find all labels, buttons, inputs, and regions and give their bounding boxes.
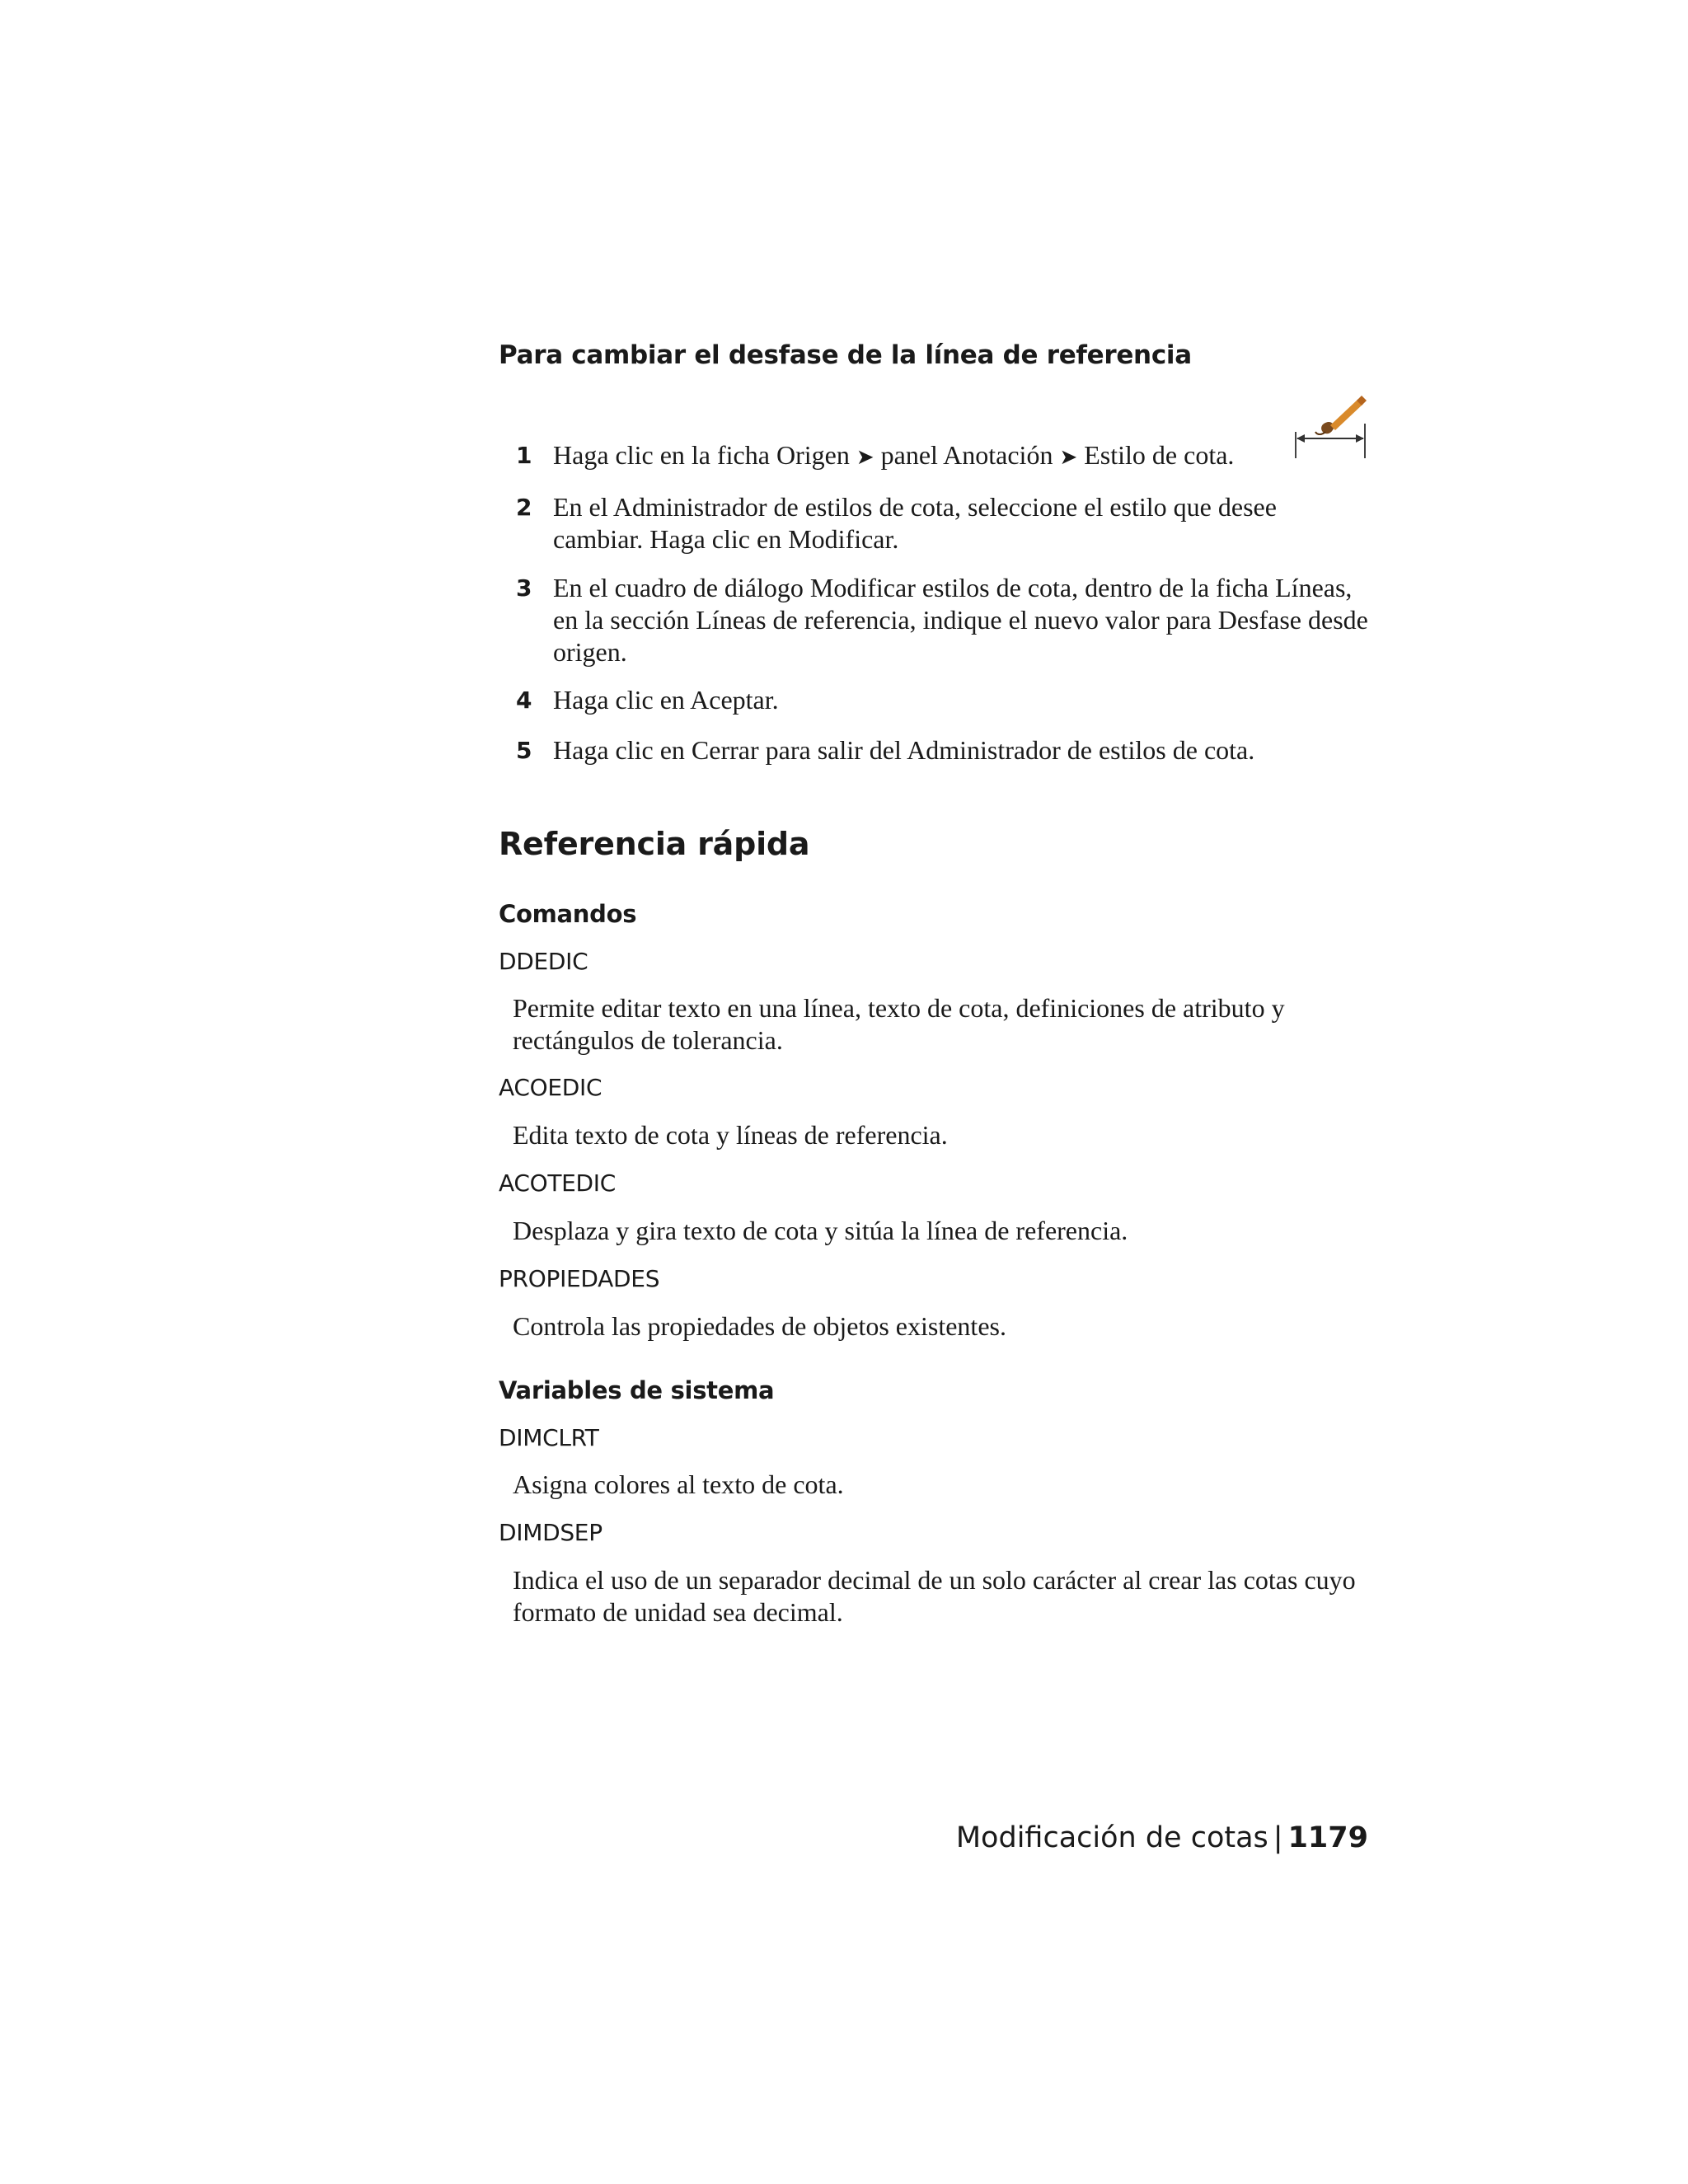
page-number: 1179 — [1287, 1821, 1368, 1854]
procedure-title: Para cambiar el desfase de la línea de referencia — [499, 340, 1192, 370]
step-text-part: panel Anotación — [880, 440, 1053, 470]
arrow-icon: ➤ — [1059, 445, 1078, 470]
step-number: 1 — [516, 442, 532, 469]
commands-heading: Comandos — [499, 900, 637, 928]
step-4 — [499, 684, 1372, 716]
step-text: En el Administrador de estilos de cota, seleccione el estilo que desee cambiar. Haga clic en Modificar. — [553, 492, 1277, 554]
dimension-style-icon — [1292, 396, 1368, 462]
command-name: ACOTEDIC — [499, 1169, 617, 1197]
variable-name: DIMCLRT — [499, 1424, 599, 1451]
variable-description: Indica el uso de un separador decimal de un solo carácter al crear las cotas cuyo formato de unidad sea decimal. — [513, 1565, 1356, 1627]
section-title: Referencia rápida — [499, 826, 810, 862]
command-description: Edita texto de cota y líneas de referencia. — [513, 1120, 948, 1150]
command-description: Desplaza y gira texto de cota y sitúa la línea de referencia. — [513, 1216, 1128, 1245]
command-name: DDEDIC — [499, 948, 588, 975]
command-description: Permite editar texto en una línea, texto de cota, definiciones de atributo y rectángulos de tolerancia. — [513, 993, 1285, 1055]
step-text: Haga clic en Aceptar. — [553, 685, 779, 715]
variable-description: Asigna colores al texto de cota. — [513, 1469, 844, 1499]
step-number: 3 — [516, 574, 532, 602]
page-footer — [907, 1821, 1368, 1854]
step-5 — [499, 734, 1372, 766]
command-name: PROPIEDADES — [499, 1265, 660, 1292]
step-text-part: Haga clic en la ficha Origen — [553, 440, 850, 470]
command-description: Controla las propiedades de objetos existentes. — [513, 1311, 1006, 1341]
footer-section-title: Modificación de cotas — [955, 1821, 1268, 1854]
step-3 — [499, 572, 1372, 668]
arrow-icon: ➤ — [856, 445, 874, 470]
step-number: 4 — [516, 687, 532, 714]
step-text-part: Estilo de cota. — [1084, 440, 1235, 470]
step-2 — [499, 491, 1372, 555]
variable-name: DIMDSEP — [499, 1519, 603, 1546]
command-name: ACOEDIC — [499, 1074, 603, 1101]
step-1 — [499, 439, 1372, 474]
variables-heading: Variables de sistema — [499, 1376, 775, 1404]
step-number: 2 — [516, 494, 532, 521]
step-text: En el cuadro de diálogo Modificar estilos de cota, dentro de la ficha Líneas, en la sección Líneas de referencia, indique el nuevo valor para Desfase desde origen. — [553, 573, 1368, 667]
step-text — [553, 439, 1372, 474]
footer-separator: | — [1273, 1821, 1283, 1854]
step-text: Haga clic en Cerrar para salir del Administrador de estilos de cota. — [553, 735, 1255, 765]
step-number: 5 — [516, 737, 532, 764]
